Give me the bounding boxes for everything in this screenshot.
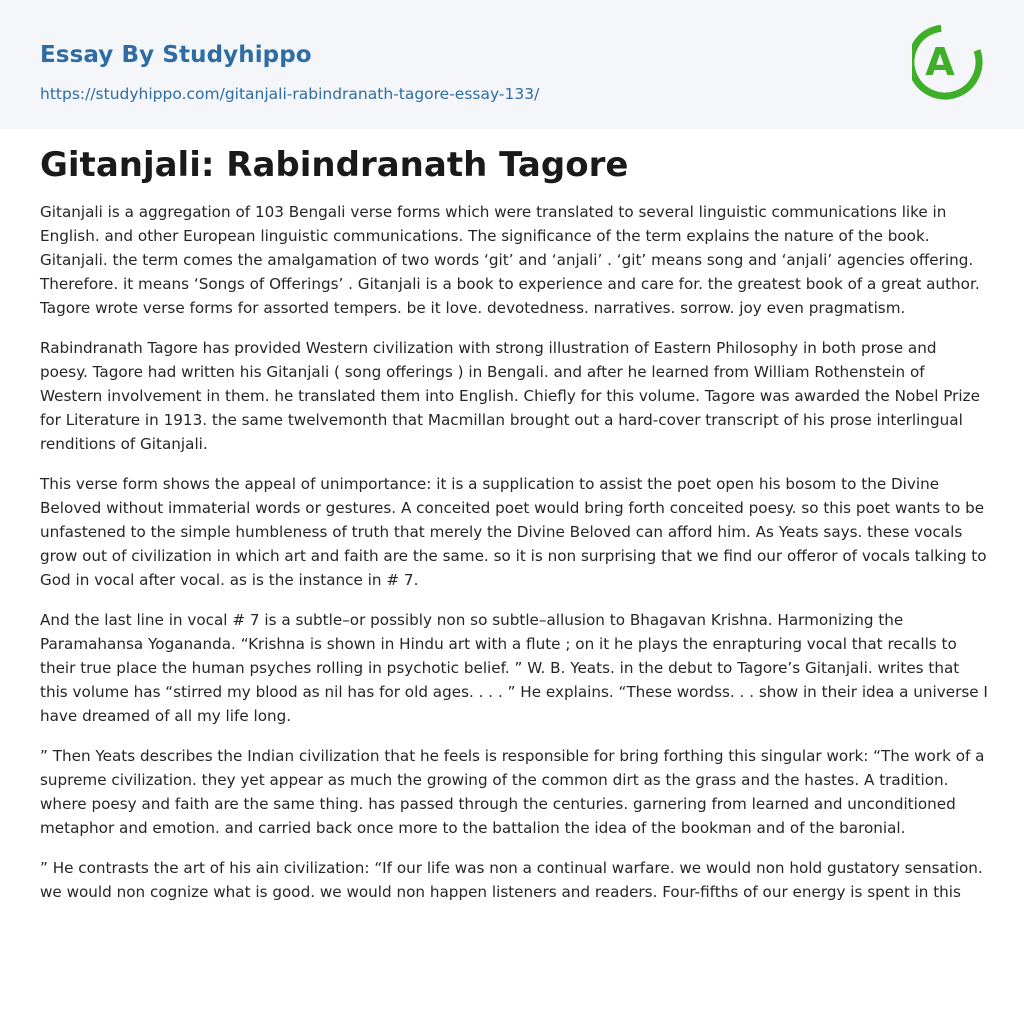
studyhippo-logo-icon[interactable] bbox=[912, 18, 986, 104]
essay-paragraph: ” Then Yeats describes the Indian civilization that he feels is responsible for bring forthing this singular work: “The work of a supreme civilization. they yet appear as much the growing of the common dirt as the grass and the hastes. A tradition. where poesy and faith are the same thing. has passed through the centuries. garnering from learned and unconditioned metaphor and emotion. and carried back once more to the battalion the idea of the bookman and of the baronial. bbox=[40, 747, 985, 837]
site-brand-title[interactable]: Essay By Studyhippo bbox=[40, 42, 312, 68]
source-url-link[interactable]: https://studyhippo.com/gitanjali-rabindranath-tagore-essay-133/ bbox=[40, 85, 540, 103]
essay-paragraph: ” He contrasts the art of his ain civilization: “If our life was non a continual warfare. we would non hold gustatory sensation. we would non cognize what is good. we would non happen listeners and readers. Four-fifths of our energy is spent in this bbox=[40, 859, 983, 901]
essay-paragraph: Rabindranath Tagore has provided Western civilization with strong illustration of Eastern Philosophy in both prose and poesy. Tagore had written his Gitanjali ( song offerings ) in Bengali. and after he learned from William Rothenstein of Western involvement in them. he translated them into English. Chiefly for this volume. Tagore was awarded the Nobel Prize for Literature in 1913. the same twelvemonth that Macmillan brought out a hard-cover transcript of his prose interlingual renditions of Gitanjali. bbox=[40, 339, 980, 453]
essay-body bbox=[40, 200, 988, 920]
site-header bbox=[0, 0, 1024, 129]
essay-paragraph: And the last line in vocal # 7 is a subtle–or possibly non so subtle–allusion to Bhagavan Krishna. Harmonizing the Paramahansa Yogananda. “Krishna is shown in Hindu art with a flute ; on it he plays the enrapturing vocal that recalls to their true place the human psyches rolling in psychotic belief. ” W. B. Yeats. in the debut to Tagore’s Gitanjali. writes that this volume has “stirred my blood as nil has for old ages. . . . ” He explains. “These wordss. . . show in their idea a universe I have dreamed of all my life long. bbox=[40, 611, 988, 725]
essay-paragraph: Gitanjali is a aggregation of 103 Bengali verse forms which were translated to several linguistic communications like in English. and other European linguistic communications. The significance of the term explains the nature of the book. Gitanjali. the term comes the amalgamation of two words ‘git’ and ‘anjali’ . ‘git’ means song and ‘anjali’ agencies offering. Therefore. it means ‘Songs of Offerings’ . Gitanjali is a book to experience and care for. the greatest book of a great author. Tagore wrote verse forms for assorted tempers. be it love. devotedness. narratives. sorrow. joy even pragmatism. bbox=[40, 203, 980, 317]
essay-title: Gitanjali: Rabindranath Tagore bbox=[40, 145, 629, 185]
logo-letter: A bbox=[925, 40, 955, 84]
essay-paragraph: This verse form shows the appeal of unimportance: it is a supplication to assist the poet open his bosom to the Divine Beloved without immaterial words or gestures. A conceited poet would bring forth conceited poesy. so this poet wants to be unfastened to the simple humbleness of truth that merely the Divine Beloved can afford him. As Yeats says. these vocals grow out of civilization in which art and faith are the same. so it is non surprising that we find our offeror of vocals talking to God in vocal after vocal. as is the instance in # 7. bbox=[40, 475, 987, 589]
